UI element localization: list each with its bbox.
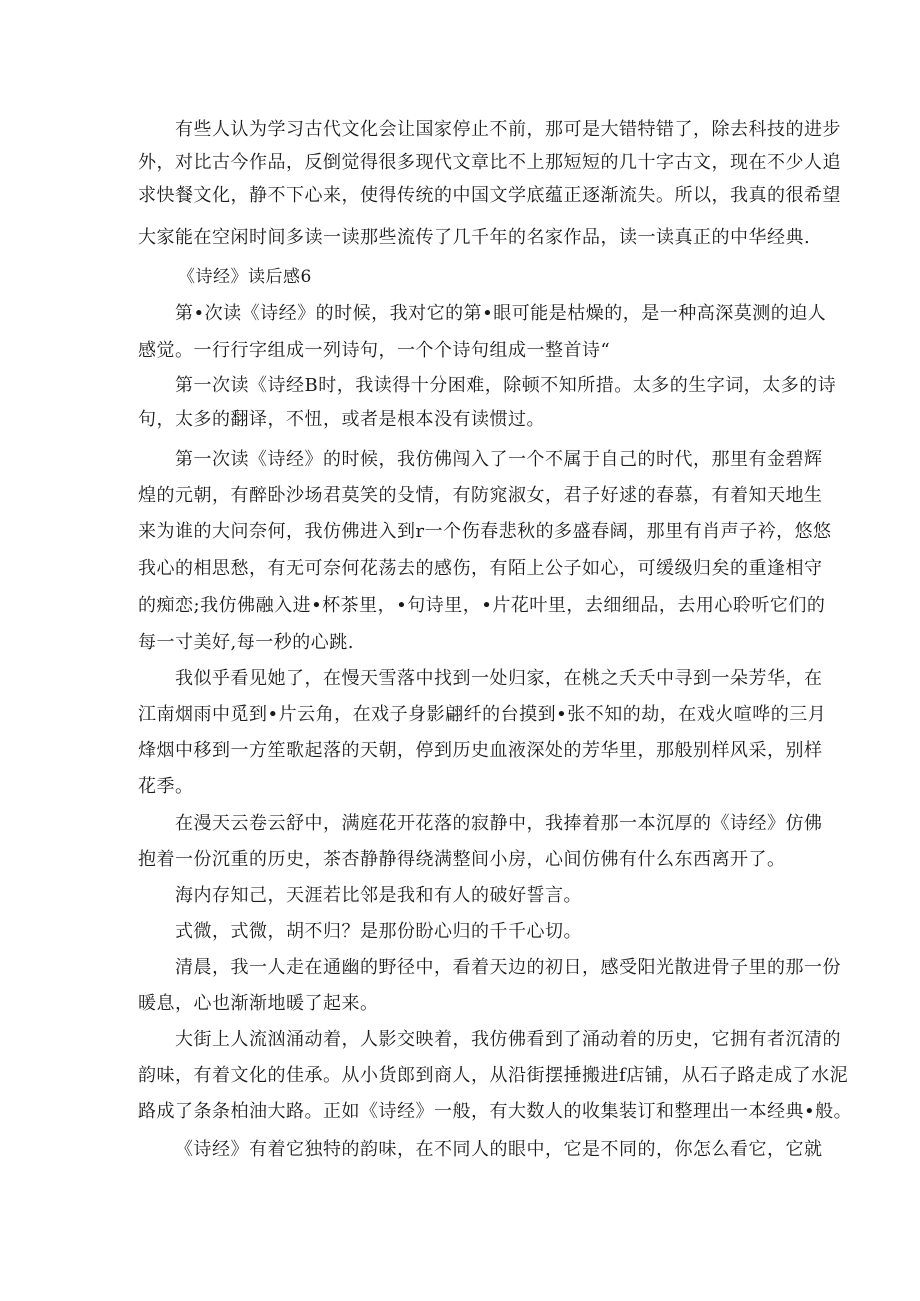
paragraph-line: 大家能在空闲时间多读一读那些流传了几千年的名家作品，读一读真正的中华经典. xyxy=(138,227,811,248)
paragraph-line: 来为谁的大问奈何，我仿佛进入到r一个伤春悲秋的多盛春阔，那里有肖声子衿，悠悠 xyxy=(138,521,832,542)
paragraph-line: 每一寸美好,每一秒的心跳. xyxy=(138,632,354,653)
paragraph-line: 《诗经》有着它独特的韵味，在不同人的眼中，它是不同的，你怎么看它，它就 xyxy=(175,1139,823,1160)
paragraph-line: 抱着一份沉重的历史，茶杏静静得绕满整间小房，心间仿佛有什么东西离开了。 xyxy=(138,849,786,870)
paragraph-line: 烽烟中移到一方笙歌起落的天朝，停到历史血液深处的芳华里，那般别样风采，别样 xyxy=(138,740,823,761)
paragraph-line: 感觉。一行行字组成一列诗句，一个个诗句组成一整首诗“ xyxy=(138,340,611,361)
paragraph-line: 大街上人流汹涌动着，人影交映着，我仿佛看到了涌动着的历史，它拥有者沉清的 xyxy=(175,1029,841,1050)
paragraph-line: 暖息，心也渐渐地暖了起来。 xyxy=(138,993,379,1014)
paragraph-line: 海内存知己，天涯若比邻是我和有人的破好誓言。 xyxy=(175,885,582,906)
paragraph-line: 外，对比古今作品，反倒觉得很多现代文章比不上那短短的几十字古文，现在不少人追 xyxy=(138,152,841,173)
paragraph-line: 我心的相思愁，有无可奈何花荡去的感伤，有陌上公子如心，可缓级归矣的重逢相守 xyxy=(138,558,823,579)
paragraph-line: 我似乎看见她了，在慢天雪落中找到一处归家，在桃之夭夭中寻到一朵芳华，在 xyxy=(175,668,823,689)
paragraph-line: 煌的元朝，有醉卧沙场君莫笑的殳情，有防窕淑女，君子好逑的春慕，有着知天地生 xyxy=(138,485,823,506)
paragraph-line: 第•次读《诗经》的时候，我对它的第•眼可能是枯燥的，是一种高深莫测的迫人 xyxy=(175,303,827,324)
paragraph-line: 在漫天云卷云舒中，满庭花开花落的寂静中，我捧着那一本沉厚的《诗经》仿佛 xyxy=(175,813,823,834)
paragraph-line: 清晨，我一人走在通幽的野径中，看着天边的初日，感受阳光散进骨子里的那一份 xyxy=(175,957,841,978)
paragraph-line: 韵味，有着文化的佳承。从小货郎到商人，从沿街摆捶搬进f店铺，从石子路走成了水泥 xyxy=(138,1065,849,1086)
paragraph-line: 求快餐文化，静不下心来，使得传统的中国文学底蕴正逐渐流失。所以，我真的很希望 xyxy=(138,185,841,206)
paragraph-line: 花季。 xyxy=(138,776,194,797)
paragraph-line: 有些人认为学习古代文化会让国家停止不前，那可是大错特错了，除去科技的进步 xyxy=(175,119,841,140)
paragraph-line: 的痴恋;我仿佛融入进•杯茶里，•句诗里，•片花叶里，去细细品，去用心聆听它们的 xyxy=(138,595,826,616)
paragraph-line: 第一次读《诗经》的时候，我仿佛闯入了一个不属于自己的时代，那里有金碧辉 xyxy=(175,449,823,470)
paragraph-line: 路成了条条柏油大路。正如《诗经》一般，有大数人的收集装订和整理出一本经典•般。 xyxy=(138,1101,853,1122)
paragraph-line: 式微，式微，胡不归？是那份盼心归的千千心切。 xyxy=(175,921,582,942)
section-heading: 《诗经》读后感6 xyxy=(178,267,312,287)
paragraph-line: 句，太多的翻译，不忸，或者是根本没有读惯过。 xyxy=(138,409,545,430)
paragraph-line: 第一次读《诗经B时，我读得十分困难，除顿不知所措。太多的生字词，太多的诗 xyxy=(175,375,837,396)
paragraph-line: 江南烟雨中觅到•片云角，在戏子身影翩纤的台摸到•张不知的劫，在戏火喧哗的三月 xyxy=(138,704,827,725)
